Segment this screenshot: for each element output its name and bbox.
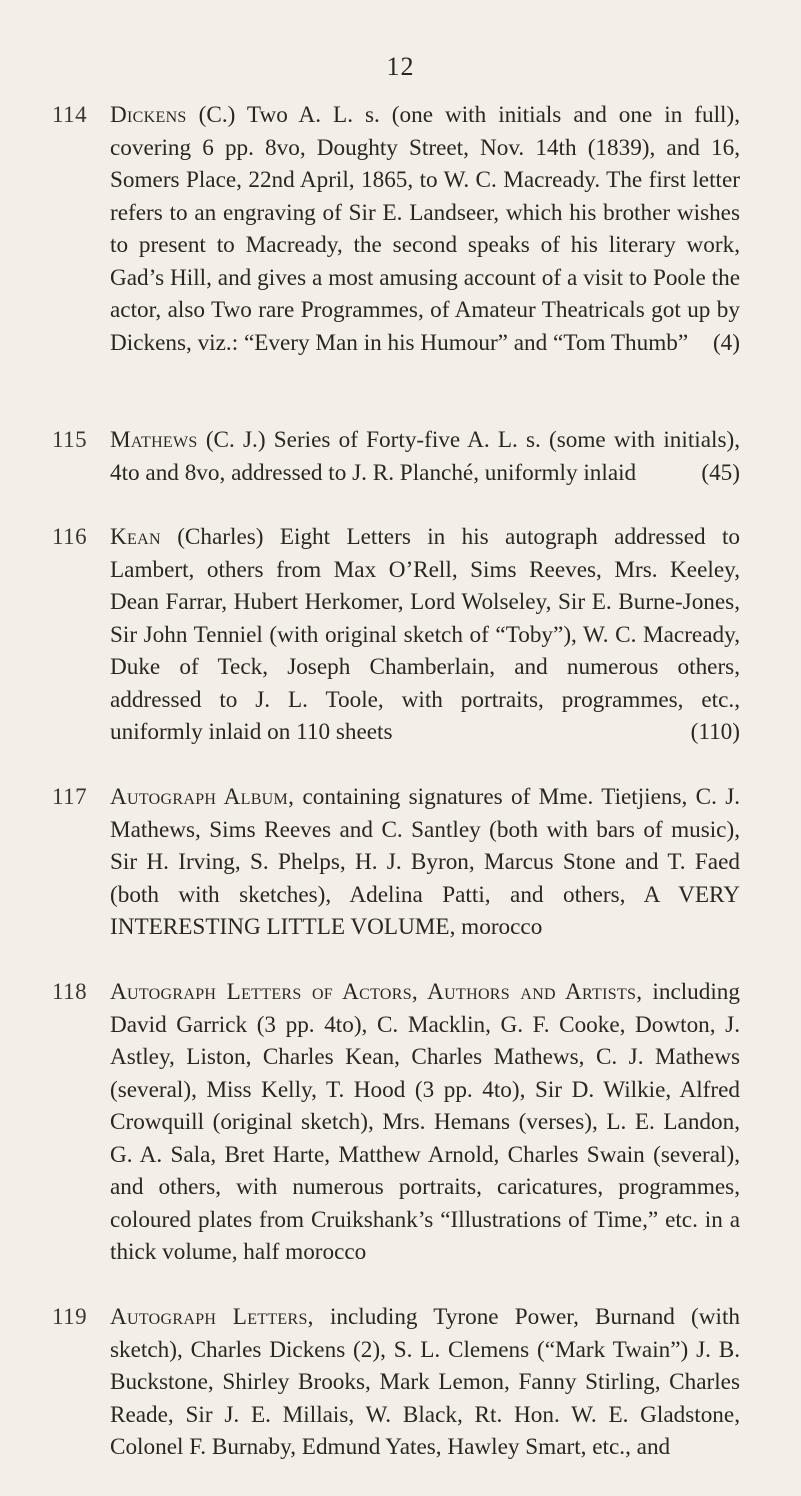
lot-entry <box>52 781 741 976</box>
lot-description <box>110 99 740 359</box>
lot-price: (45) <box>701 459 740 486</box>
lot-heading: Autograph Album, <box>110 784 295 810</box>
lot-number: 116 <box>52 524 88 549</box>
lot-number: 114 <box>52 102 88 127</box>
lot-body: including Tyrone Power, Burnand (with sketch), Charles Dickens (2), S. L. Clemens (“Mark Twain”) J. B. Buckstone, Shirley Brooks, Mark Lemon, Fanny Stirling, Charles Reade, Sir J. E. Millais, W. Black, Rt. Hon. W. E. Gladstone, Colonel F. Burnaby, Edmund Yates, Hawley Smart, etc., and <box>110 1304 740 1460</box>
lot-number: 115 <box>52 427 88 452</box>
lot-heading: Kean <box>110 524 161 550</box>
lot-number: 117 <box>52 784 88 809</box>
lot-heading: Autograph Letters, <box>110 1304 314 1330</box>
lot-description <box>110 424 740 489</box>
lot-description <box>110 976 740 1269</box>
lot-body: (C.) Two A. L. s. (one with initials and one in full), covering 6 pp. 8vo, Doughty Street, Nov. 14th (1839), and 16, Somers Place, 22nd April, 1865, to W. C. Macready. The first letter refers to an engraving of Sir E. Landseer, which his brother wishes to present to Macready, the second speaks of his literary work, Gad’s Hill, and gives a most amusing account of a visit to Poole the actor, also Two rare Programmes, of Amateur Theatricals got up by Dickens, viz.: “Every Man in his Humour” and “Tom Thumb” <box>110 102 740 356</box>
lot-description <box>110 1301 740 1464</box>
lot-description <box>110 781 740 944</box>
lot-price: (110) <box>690 719 740 745</box>
lot-price: (4) <box>712 329 740 356</box>
lot-entry <box>52 424 741 521</box>
lot-number: 119 <box>52 1304 88 1329</box>
lot-description <box>110 521 740 749</box>
lot-heading: Dickens <box>110 102 187 128</box>
lot-heading: Autograph Letters of Actors, Authors and Artists, <box>110 979 643 1005</box>
lot-heading: Mathews <box>110 427 198 453</box>
lot-body: including David Garrick (3 pp. 4to), C. Macklin, G. F. Cooke, Dowton, J. Astley, Liston, Charles Kean, Charles Mathews, C. J. Mathews (several), Miss Kelly, T. Hood (3 pp. 4to), Sir D. Wilkie, Alfred Crowquill (original sketch), Mrs. Hemans (verses), L. E. Landon, G. A. Sala, Bret Harte, Matthew Arnold, Charles Swain (several), and others, with numerous portraits, caricatures, programmes, coloured plates from Cruikshank’s “Illustrations of Time,” etc. in a thick volume, half morocco <box>110 979 740 1265</box>
page-number: 12 <box>386 52 415 81</box>
lot-body: (C. J.) Series of Forty-five A. L. s. (some with initials), 4to and 8vo, addressed to J. R. Planché, uniformly inlaid <box>110 427 741 486</box>
lot-entry <box>52 521 740 781</box>
lot-entry <box>52 1301 740 1496</box>
lot-entry <box>52 976 740 1301</box>
lot-body: containing signatures of Mme. Tietjiens, C. J. Mathews, Sims Reeves and C. Santley (both with bars of music), Sir H. Irving, S. Phelps, H. J. Byron, Marcus Stone and T. Faed (both with sketches), Adelina Patti, and others, A VERY INTERESTING LITTLE VOLUME, morocco <box>110 784 741 940</box>
lot-entry <box>52 99 740 424</box>
lot-list <box>52 99 741 1496</box>
lot-body: (Charles) Eight Letters in his autograph addressed to Lambert, others from Max O’Rell, Sims Reeves, Mrs. Keeley, Dean Farrar, Hubert Herkomer, Lord Wolseley, Sir E. Burne-Jones, Sir John Tenniel (with original sketch of “Toby”), W. C. Macready, Duke of Teck, Joseph Chamberlain, and numerous others, addressed to J. L. Toole, with portraits, programmes, etc., uniformly inlaid on 110 sheets <box>110 524 740 745</box>
lot-number: 118 <box>52 979 88 1004</box>
